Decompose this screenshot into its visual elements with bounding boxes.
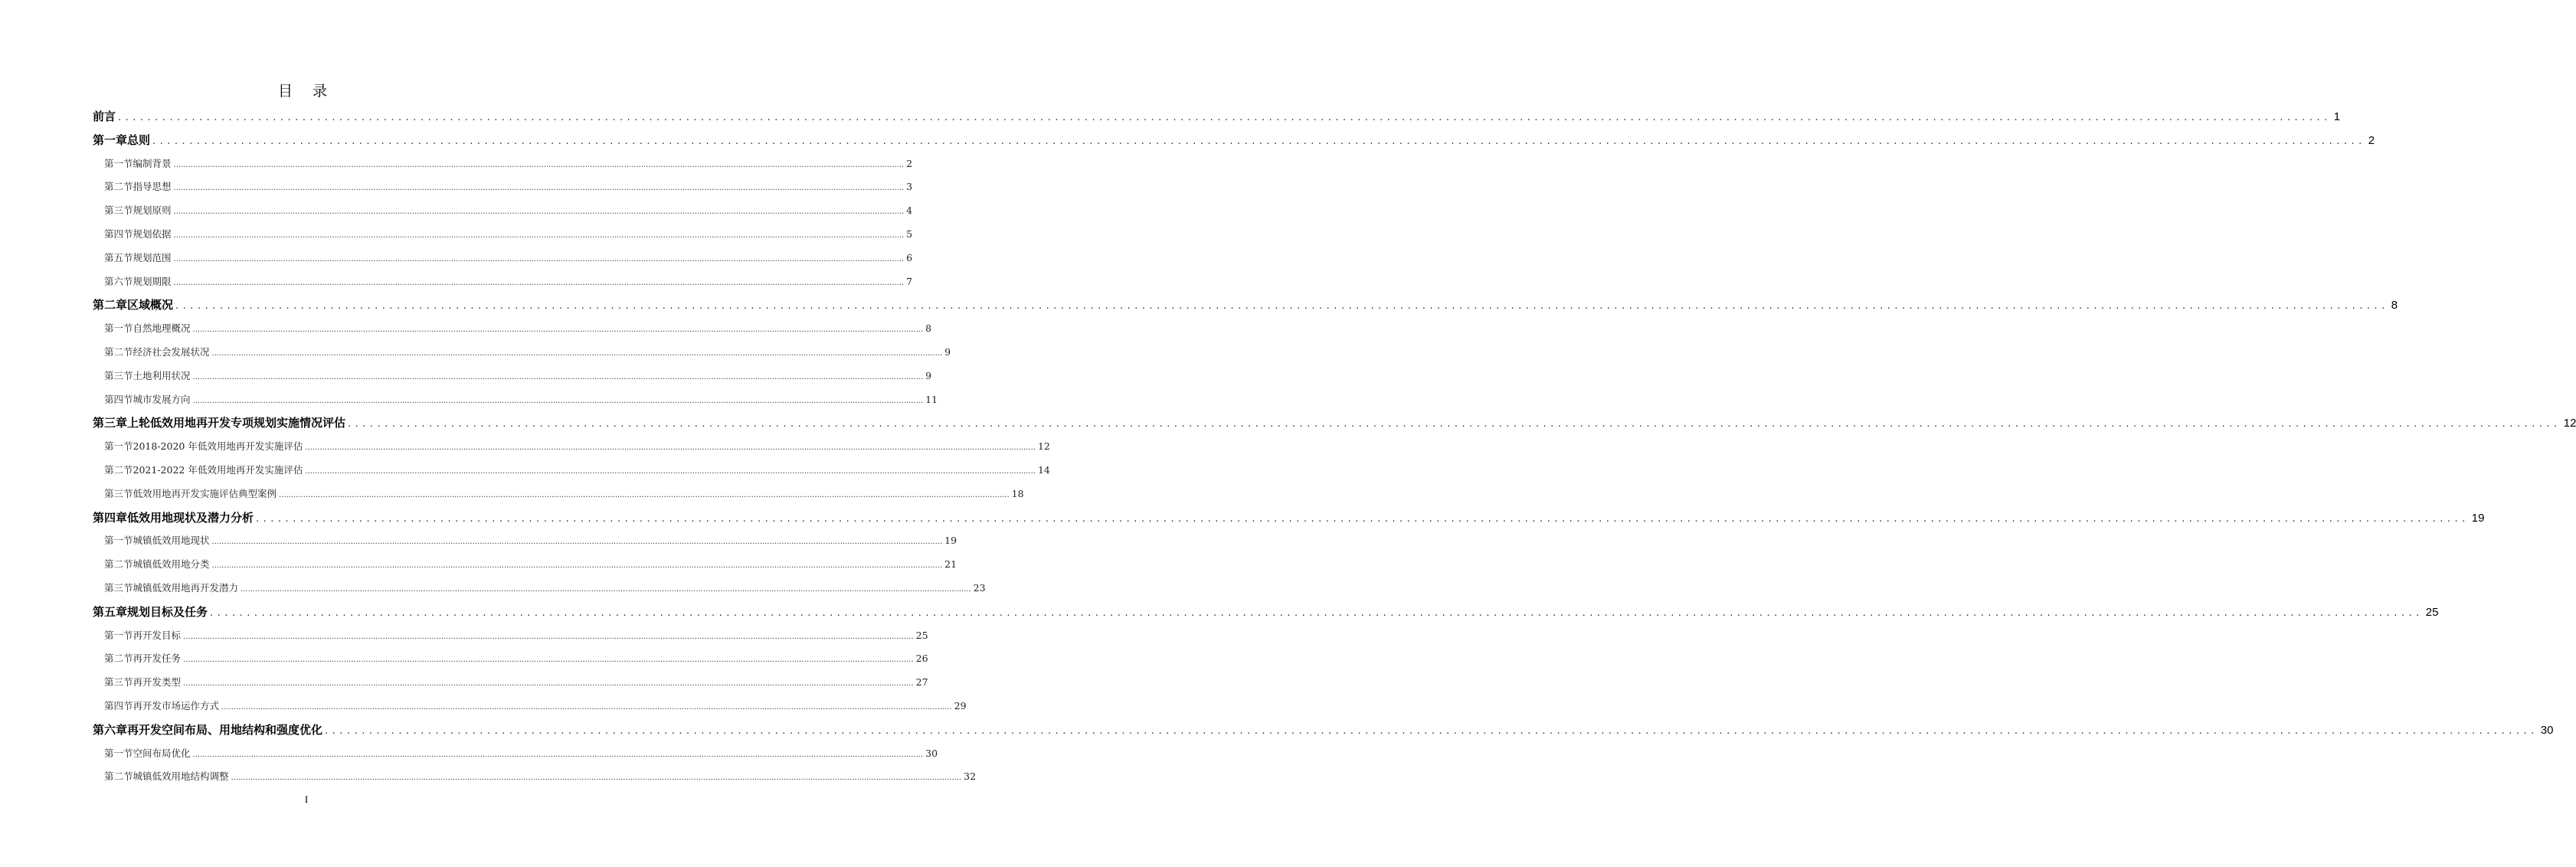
dot-leader: ............................................................................................................................................................................................................................................................................................................: [221, 702, 952, 712]
dot-leader: ............................................................................................................................................................................................................................................................................................................: [173, 254, 905, 263]
entry-number: 第二节: [104, 558, 133, 571]
dot-leader: ............................................................................................................................................................................................................................................................................................................: [192, 326, 924, 335]
toc-chapter-entry[interactable]: [93, 411, 2576, 435]
entry-title: 指导思想: [133, 181, 172, 193]
entry-number: 第三节: [104, 204, 133, 217]
dot-leader: ............................................................................................................................................................................................................................................................................................................: [183, 679, 914, 689]
entry-page-number: 21: [944, 558, 957, 571]
page-number: I: [304, 793, 309, 805]
entry-page-number: 30: [925, 747, 938, 759]
entry-title: 再开发任务: [133, 653, 182, 665]
entry-title: 总则: [127, 133, 151, 147]
toc-section-entry[interactable]: [93, 765, 977, 789]
toc-title: 目 录: [277, 83, 336, 100]
toc-section-entry[interactable]: [93, 270, 913, 294]
entry-title: 2018-2020 年低效用地再开发实施评估: [133, 440, 303, 453]
dot-leader: ............................................................................................................................................................................................................................................................................................................: [210, 607, 2424, 619]
entry-number: 第二章: [93, 298, 128, 312]
entry-title: 再开发目标: [133, 629, 182, 641]
toc-section-entry[interactable]: [93, 152, 913, 176]
toc-section-entry[interactable]: [93, 459, 1050, 483]
entry-number: 第四节: [104, 227, 133, 240]
entry-title: 城镇低效用地现状: [133, 535, 210, 547]
dot-leader: ............................................................................................................................................................................................................................................................................................................: [118, 112, 2332, 123]
toc-section-entry[interactable]: [93, 671, 928, 695]
entry-title: 城镇低效用地结构调整: [133, 770, 229, 783]
entry-title: 低效用地再开发实施评估典型案例: [133, 487, 277, 499]
toc-section-entry[interactable]: [93, 529, 957, 553]
entry-number: 第一节: [104, 440, 133, 453]
entry-page-number: 8: [2391, 299, 2398, 312]
dot-leader: ............................................................................................................................................................................................................................................................................................................: [183, 632, 914, 641]
entry-title: 规划期限: [133, 275, 172, 287]
entry-title: 土地利用状况: [133, 369, 191, 381]
dot-leader: ............................................................................................................................................................................................................................................................................................................: [173, 278, 905, 287]
entry-title: 空间布局优化: [133, 747, 191, 759]
table-of-contents: [93, 105, 2576, 789]
dot-leader: ............................................................................................................................................................................................................................................................................................................: [173, 160, 905, 169]
dot-leader: ............................................................................................................................................................................................................................................................................................................: [241, 584, 971, 594]
entry-page-number: 11: [925, 393, 938, 405]
dot-leader: ............................................................................................................................................................................................................................................................................................................: [192, 750, 924, 759]
entry-title: 城镇低效用地分类: [133, 558, 210, 571]
toc-section-entry[interactable]: [93, 695, 967, 718]
entry-page-number: 19: [944, 535, 957, 547]
entry-number: 第三节: [104, 487, 133, 499]
entry-page-number: 3: [906, 181, 913, 193]
entry-title: 城市发展方向: [133, 393, 191, 405]
toc-section-entry[interactable]: [93, 317, 932, 341]
entry-title: 规划依据: [133, 227, 172, 240]
entry-page-number: 1: [2333, 110, 2341, 123]
dot-leader: ............................................................................................................................................................................................................................................................................................................: [305, 466, 1036, 476]
entry-number: 第一节: [104, 747, 133, 759]
dot-leader: ............................................................................................................................................................................................................................................................................................................: [183, 656, 914, 665]
entry-title: 2021-2022 年低效用地再开发实施评估: [133, 463, 303, 476]
dot-leader: ............................................................................................................................................................................................................................................................................................................: [173, 208, 905, 217]
entry-title: 编制背景: [133, 157, 172, 169]
entry-number: 第六章: [93, 722, 128, 737]
toc-chapter-entry[interactable]: [93, 105, 2341, 129]
entry-title: 再开发市场运作方式: [133, 699, 220, 712]
toc-chapter-entry[interactable]: [93, 129, 2375, 152]
entry-page-number: 8: [925, 322, 932, 335]
entry-page-number: 2: [2368, 133, 2375, 147]
entry-page-number: 9: [944, 345, 951, 358]
entry-page-number: 6: [906, 251, 913, 263]
dot-leader: ............................................................................................................................................................................................................................................................................................................: [175, 300, 2389, 312]
entry-title: 规划范围: [133, 251, 172, 263]
entry-page-number: 9: [925, 369, 932, 381]
dot-leader: ............................................................................................................................................................................................................................................................................................................: [192, 396, 924, 405]
entry-number: 第六节: [104, 275, 133, 287]
dot-leader: ............................................................................................................................................................................................................................................................................................................: [192, 372, 924, 381]
entry-number: 第二节: [104, 181, 133, 193]
toc-section-entry[interactable]: [93, 199, 913, 223]
dot-leader: ............................................................................................................................................................................................................................................................................................................: [173, 184, 905, 193]
toc-section-entry[interactable]: [93, 647, 928, 671]
entry-number: 第五章: [93, 604, 128, 619]
entry-number: 第一节: [104, 629, 133, 641]
toc-section-entry[interactable]: [93, 175, 913, 199]
entry-page-number: 27: [915, 676, 928, 689]
dot-leader: ............................................................................................................................................................................................................................................................................................................: [348, 418, 2561, 430]
entry-title: 城镇低效用地再开发潜力: [133, 581, 239, 594]
entry-page-number: 25: [915, 629, 928, 641]
entry-title: 区域概况: [127, 298, 174, 312]
dot-leader: ............................................................................................................................................................................................................................................................................................................: [256, 512, 2470, 525]
toc-section-entry[interactable]: [93, 577, 986, 600]
toc-section-entry[interactable]: [93, 742, 938, 766]
entry-page-number: 23: [973, 581, 986, 594]
entry-title: 低效用地现状及潜力分析: [127, 510, 254, 525]
entry-title: 规划原则: [133, 204, 172, 217]
entry-number: 第二节: [104, 345, 133, 358]
entry-page-number: 32: [964, 770, 977, 783]
dot-leader: ............................................................................................................................................................................................................................................................................................................: [279, 490, 1010, 499]
entry-number: 第一节: [104, 322, 133, 335]
entry-number: 第四章: [93, 510, 128, 525]
dot-leader: ............................................................................................................................................................................................................................................................................................................: [325, 725, 2538, 737]
entry-page-number: 5: [906, 227, 913, 240]
entry-page-number: 7: [906, 275, 913, 287]
dot-leader: ............................................................................................................................................................................................................................................................................................................: [211, 348, 943, 358]
toc-section-entry[interactable]: [93, 388, 938, 412]
toc-section-entry[interactable]: [93, 435, 1050, 459]
toc-chapter-entry[interactable]: [93, 600, 2439, 624]
toc-section-entry[interactable]: [93, 223, 913, 247]
entry-number: 第一节: [104, 535, 133, 547]
dot-leader: ............................................................................................................................................................................................................................................................................................................: [152, 135, 2366, 147]
entry-page-number: 29: [954, 699, 967, 712]
toc-chapter-entry[interactable]: [93, 293, 2398, 317]
entry-page-number: 18: [1011, 487, 1024, 499]
toc-chapter-entry[interactable]: [93, 506, 2485, 530]
entry-page-number: 26: [915, 653, 928, 665]
entry-page-number: 25: [2425, 605, 2439, 619]
entry-number: 第三章: [93, 416, 128, 430]
entry-page-number: 12: [1037, 440, 1050, 453]
dot-leader: ............................................................................................................................................................................................................................................................................................................: [211, 561, 943, 571]
entry-page-number: 14: [1037, 463, 1050, 476]
entry-number: 第三节: [104, 581, 133, 594]
entry-number: 第四节: [104, 393, 133, 405]
entry-page-number: 19: [2471, 511, 2485, 525]
entry-number: 第一章: [93, 133, 128, 147]
entry-page-number: 4: [906, 204, 913, 217]
entry-number: 第二节: [104, 770, 133, 783]
entry-page-number: 30: [2540, 723, 2554, 737]
entry-page-number: 2: [906, 157, 913, 169]
entry-title: 再开发类型: [133, 676, 182, 689]
toc-section-entry[interactable]: [93, 624, 928, 648]
entry-title: 自然地理概况: [133, 322, 191, 335]
entry-title: 前言: [93, 110, 116, 123]
toc-section-entry[interactable]: [93, 247, 913, 270]
entry-number: 第二节: [104, 463, 133, 476]
dot-leader: ............................................................................................................................................................................................................................................................................................................: [305, 443, 1036, 453]
dot-leader: ............................................................................................................................................................................................................................................................................................................: [231, 774, 962, 783]
dot-leader: ............................................................................................................................................................................................................................................................................................................: [173, 231, 905, 240]
entry-title: 规划目标及任务: [127, 604, 208, 619]
entry-number: 第三节: [104, 676, 133, 689]
toc-section-entry[interactable]: [93, 553, 957, 577]
entry-title: 再开发空间布局、用地结构和强度优化: [127, 722, 323, 737]
toc-section-entry[interactable]: [93, 483, 1024, 506]
toc-chapter-entry[interactable]: [93, 718, 2554, 742]
entry-number: 第三节: [104, 369, 133, 381]
dot-leader: ............................................................................................................................................................................................................................................................................................................: [211, 538, 943, 547]
entry-number: 第四节: [104, 699, 133, 712]
entry-page-number: 12: [2563, 417, 2576, 430]
entry-number: 第五节: [104, 251, 133, 263]
entry-title: 上轮低效用地再开发专项规划实施情况评估: [127, 416, 346, 430]
entry-number: 第二节: [104, 653, 133, 665]
entry-title: 经济社会发展状况: [133, 345, 210, 358]
toc-section-entry[interactable]: [93, 365, 932, 388]
entry-number: 第一节: [104, 157, 133, 169]
toc-section-entry[interactable]: [93, 341, 951, 365]
